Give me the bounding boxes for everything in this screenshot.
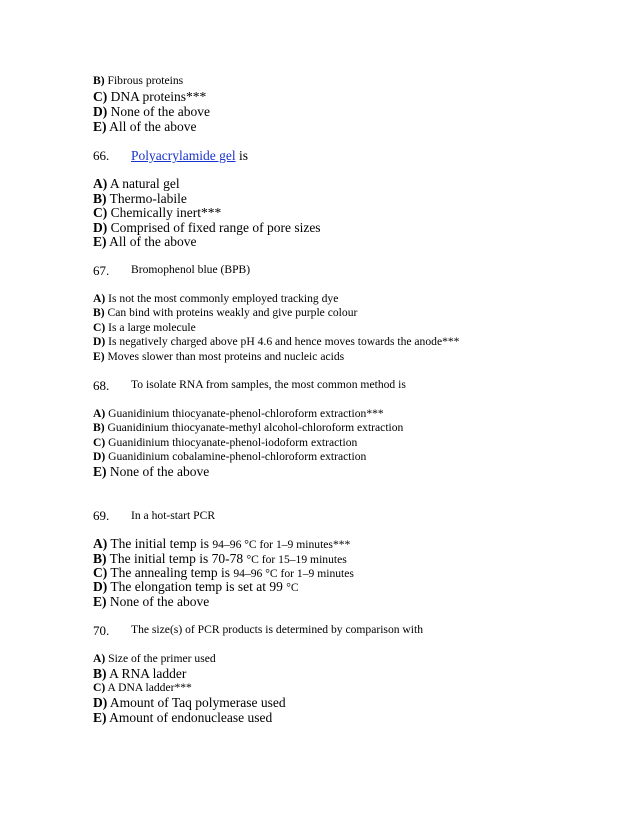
option-letter: D) bbox=[93, 579, 108, 594]
option-text: DNA proteins*** bbox=[107, 89, 207, 104]
q70-option-a bbox=[93, 653, 216, 665]
option-text: Size of the primer used bbox=[105, 652, 216, 665]
q67-option-a bbox=[93, 293, 338, 305]
q70-option-d bbox=[93, 696, 286, 710]
option-text: None of the above bbox=[107, 104, 210, 119]
question-text: is bbox=[235, 148, 248, 163]
option-text-detail: 94–96 °C for 1–9 minutes*** bbox=[212, 538, 351, 551]
q69-option-b bbox=[93, 552, 347, 566]
option-letter: C) bbox=[93, 565, 108, 580]
q69-option-c bbox=[93, 566, 354, 580]
option-text: Comprised of fixed range of pore sizes bbox=[107, 220, 321, 235]
option-letter: A) bbox=[93, 536, 108, 551]
question-text: Bromophenol blue (BPB) bbox=[131, 263, 251, 276]
option-c-dna bbox=[93, 90, 206, 104]
option-text: None of the above bbox=[106, 594, 210, 609]
q68-option-e bbox=[93, 465, 209, 479]
question-text: To isolate RNA from samples, the most common method is bbox=[131, 378, 406, 391]
option-letter: D) bbox=[93, 104, 108, 119]
q66-option-c bbox=[93, 206, 221, 220]
option-letter: B) bbox=[93, 306, 105, 319]
option-letter: C) bbox=[93, 89, 108, 104]
q70-option-b bbox=[93, 667, 186, 681]
question-number: 67. bbox=[93, 263, 110, 278]
option-text: A RNA ladder bbox=[106, 666, 187, 681]
option-letter: D) bbox=[93, 220, 108, 235]
option-text: Is a large molecule bbox=[105, 321, 196, 334]
question-text: The size(s) of PCR products is determined by comparison with bbox=[131, 623, 424, 636]
option-letter: A) bbox=[93, 292, 106, 305]
option-text: All of the above bbox=[106, 234, 197, 249]
option-letter: C) bbox=[93, 205, 108, 220]
option-letter: D) bbox=[93, 695, 108, 710]
option-text: Amount of endonuclease used bbox=[106, 710, 273, 725]
option-text: The elongation temp is set at 99 bbox=[107, 579, 287, 594]
q67-option-e bbox=[93, 351, 344, 363]
option-letter: D) bbox=[93, 450, 106, 463]
option-text: The initial temp is 70-78 bbox=[106, 551, 247, 566]
polyacrylamide-gel-link[interactable]: Polyacrylamide gel bbox=[131, 148, 236, 163]
option-letter: E) bbox=[93, 234, 107, 249]
option-letter: E) bbox=[93, 119, 107, 134]
option-letter: B) bbox=[93, 191, 107, 206]
option-letter: E) bbox=[93, 350, 105, 363]
option-text: Guanidinium thiocyanate-phenol-chloroform extraction*** bbox=[105, 407, 384, 420]
option-text: Is negatively charged above pH 4.6 and hence moves towards the anode*** bbox=[105, 335, 460, 348]
option-letter: C) bbox=[93, 681, 106, 694]
option-text: Chemically inert*** bbox=[107, 205, 222, 220]
option-text-detail: °C for 15–19 minutes bbox=[246, 553, 347, 566]
question-text: In a hot-start PCR bbox=[131, 509, 216, 522]
option-text: Guanidinium thiocyanate-phenol-iodoform extraction bbox=[105, 436, 358, 449]
q67-option-c bbox=[93, 322, 196, 334]
question-number: 66. bbox=[93, 148, 110, 163]
option-text: Thermo-labile bbox=[106, 191, 187, 206]
q69-option-a bbox=[93, 537, 350, 551]
option-text: Moves slower than most proteins and nucleic acids bbox=[104, 350, 345, 363]
option-text-detail: 94–96 °C for 1–9 minutes bbox=[233, 567, 354, 580]
option-text: Is not the most commonly employed tracking dye bbox=[105, 292, 339, 305]
option-text: Amount of Taq polymerase used bbox=[107, 695, 286, 710]
option-letter: A) bbox=[93, 176, 108, 191]
question-number: 69. bbox=[93, 508, 110, 523]
option-text: None of the above bbox=[106, 464, 210, 479]
option-letter: E) bbox=[93, 464, 107, 479]
option-text: A natural gel bbox=[107, 176, 180, 191]
option-text: Can bind with proteins weakly and give purple colour bbox=[104, 306, 358, 319]
q69-option-d bbox=[93, 580, 299, 594]
question-number: 68. bbox=[93, 378, 110, 393]
q70-option-c bbox=[93, 682, 192, 694]
option-text: Guanidinium thiocyanate-methyl alcohol-chloroform extraction bbox=[104, 421, 404, 434]
option-letter: A) bbox=[93, 652, 106, 665]
option-letter: B) bbox=[93, 74, 105, 87]
option-letter: C) bbox=[93, 436, 106, 449]
option-letter: B) bbox=[93, 421, 105, 434]
option-letter: A) bbox=[93, 407, 106, 420]
option-text: The initial temp is bbox=[107, 536, 213, 551]
q68-option-a bbox=[93, 408, 384, 420]
option-text: All of the above bbox=[106, 119, 197, 134]
option-text: The annealing temp is bbox=[107, 565, 234, 580]
option-text: A DNA ladder*** bbox=[105, 681, 192, 694]
option-b-fibrous bbox=[93, 75, 183, 87]
q66-option-a bbox=[93, 177, 180, 191]
option-letter: E) bbox=[93, 710, 107, 725]
q68-option-c bbox=[93, 437, 357, 449]
option-letter: B) bbox=[93, 551, 107, 566]
question-number: 70. bbox=[93, 623, 110, 638]
option-e-all bbox=[93, 120, 196, 134]
q66-option-d bbox=[93, 221, 321, 235]
q66-option-e bbox=[93, 235, 196, 249]
q66-option-b bbox=[93, 192, 187, 206]
option-letter: B) bbox=[93, 666, 107, 681]
option-d-none bbox=[93, 105, 210, 119]
option-text: Fibrous proteins bbox=[104, 74, 184, 87]
option-text-detail: °C bbox=[286, 581, 299, 594]
option-letter: D) bbox=[93, 335, 106, 348]
q68-option-b bbox=[93, 422, 403, 434]
q67-option-d bbox=[93, 336, 459, 348]
q68-option-d bbox=[93, 451, 366, 463]
option-letter: E) bbox=[93, 594, 107, 609]
option-letter: C) bbox=[93, 321, 106, 334]
option-text: Guanidinium cobalamine-phenol-chloroform extraction bbox=[105, 450, 367, 463]
q67-option-b bbox=[93, 307, 357, 319]
q70-option-e bbox=[93, 711, 272, 725]
q69-option-e bbox=[93, 595, 209, 609]
